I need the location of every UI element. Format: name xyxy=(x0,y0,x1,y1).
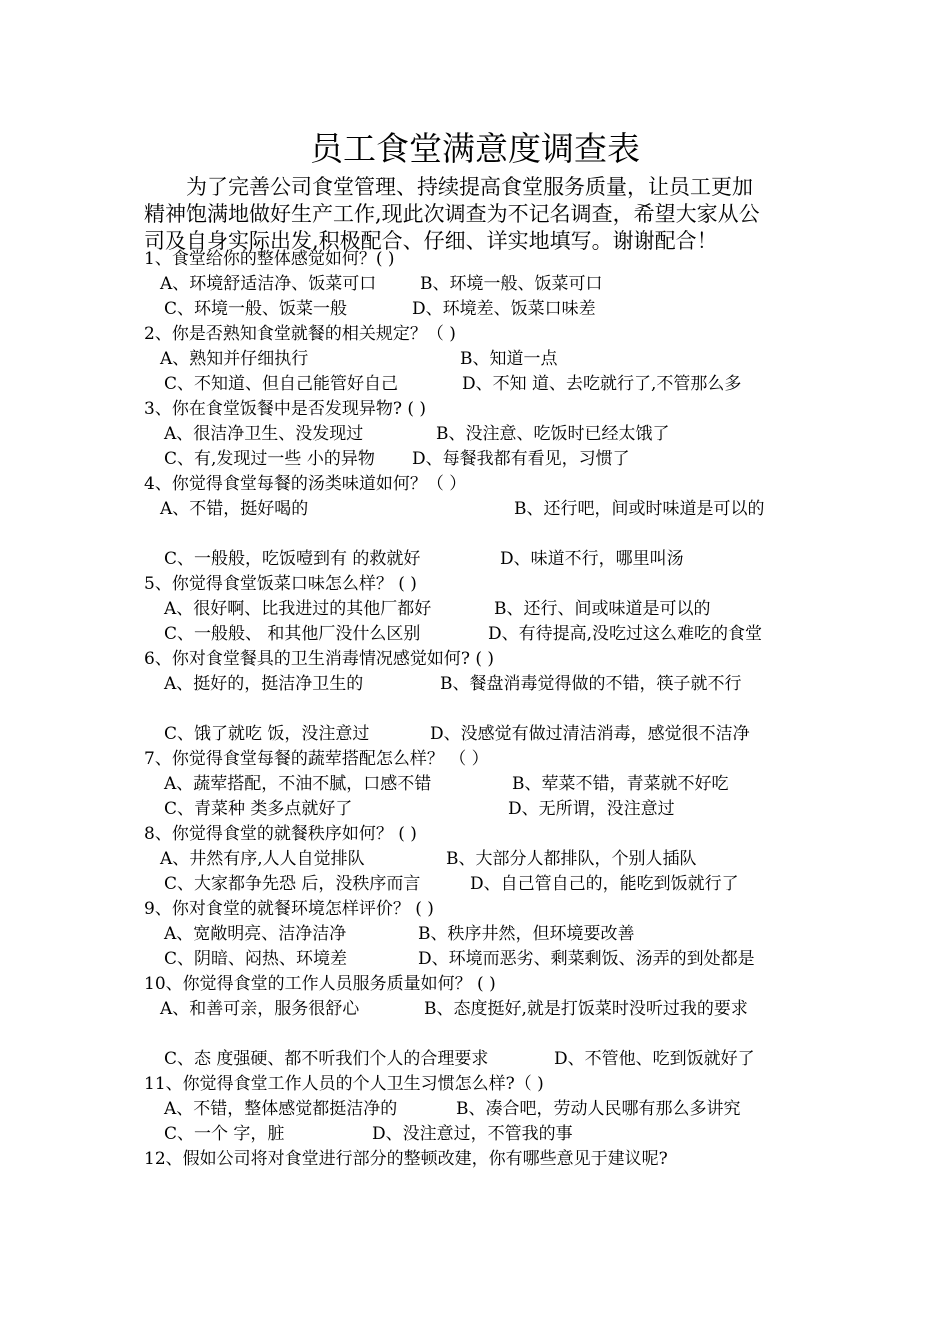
question-12: 12、假如公司将对食堂进行部分的整顿改建，你有哪些意见于建议呢? xyxy=(144,1149,668,1169)
question-4: 4、你觉得食堂每餐的汤类味道如何？（ ） xyxy=(144,474,467,494)
question-10: 10、你觉得食堂的工作人员服务质量如何？ ( ) xyxy=(144,974,496,994)
option: D、自己管自己的，能吃到饭就行了 xyxy=(470,874,739,894)
option: C、一般般、 和其他厂没什么区别 xyxy=(164,624,421,644)
option: B、餐盘消毒觉得做的不错，筷子就不行 xyxy=(440,674,742,694)
option: C、一般般，吃饭噎到有 的救就好 xyxy=(164,549,421,569)
option: C、不知道、但自己能管好自己 xyxy=(164,374,399,394)
option: D、环境而恶劣、剩菜剩饭、汤弄的到处都是 xyxy=(418,949,755,969)
question-11: 11、你觉得食堂工作人员的个人卫生习惯怎么样?（ ) xyxy=(144,1074,544,1094)
option: C、青菜种 类多点就好了 xyxy=(164,799,353,819)
option: C、阴暗、闷热、环境差 xyxy=(164,949,348,969)
option: A、宽敞明亮、洁净洁净 xyxy=(164,924,347,944)
option: A、不错，整体感觉都挺洁净的 xyxy=(164,1099,398,1119)
option: B、凑合吧，劳动人民哪有那么多讲究 xyxy=(456,1099,741,1119)
question-9: 9、你对食堂的就餐环境怎样评价？ ( ) xyxy=(144,899,434,919)
option: C、大家都争先恐 后，没秩序而言 xyxy=(164,874,421,894)
option: B、态度挺好,就是打饭菜时没听过我的要求 xyxy=(424,999,748,1019)
option: B、荤菜不错，青菜就不好吃 xyxy=(512,774,729,794)
option: D、不管他、吃到饭就好了 xyxy=(554,1049,755,1069)
option: B、知道一点 xyxy=(460,349,558,369)
option: C、饿了就吃 饭，没注意过 xyxy=(164,724,370,744)
option: A、不错，挺好喝的 xyxy=(160,499,309,519)
option: C、态 度强硬、都不听我们个人的合理要求 xyxy=(164,1049,489,1069)
option: A、很洁净卫生、没发现过 xyxy=(164,424,364,444)
option: D、环境差、饭菜口味差 xyxy=(412,299,596,319)
question-8: 8、你觉得食堂的就餐秩序如何？ ( ) xyxy=(144,824,417,844)
intro-paragraph xyxy=(144,174,814,255)
option: A、蔬荤搭配，不油不腻，口感不错 xyxy=(164,774,432,794)
question-1: 1、食堂给你的整体感觉如何？( ) xyxy=(144,249,395,269)
intro-line: 精神饱满地做好生产工作,现此次调查为不记名调查，希望大家从公 xyxy=(144,202,760,226)
option: D、没感觉有做过清洁消毒，感觉很不洁净 xyxy=(430,724,750,744)
option: D、无所谓，没注意过 xyxy=(508,799,675,819)
option: B、环境一般、饭菜可口 xyxy=(420,274,603,294)
option: A、挺好的，挺洁净卫生的 xyxy=(164,674,364,694)
question-5: 5、你觉得食堂饭菜口味怎么样？ ( ) xyxy=(144,574,417,594)
page-title: 员工食堂满意度调查表 xyxy=(310,129,640,168)
question-3: 3、你在食堂饭餐中是否发现异物? ( ) xyxy=(144,399,427,419)
option: C、环境一般、饭菜一般 xyxy=(164,299,348,319)
option: B、没注意、吃饭时已经太饿了 xyxy=(436,424,670,444)
option: C、有,发现过一些 小的异物 xyxy=(164,449,375,469)
option: A、和善可亲，服务很舒心 xyxy=(160,999,360,1019)
option: D、没注意过，不管我的事 xyxy=(372,1124,573,1144)
option: D、不知 道、去吃就行了,不管那么多 xyxy=(462,374,742,394)
question-2: 2、你是否熟知食堂就餐的相关规定？（ ) xyxy=(144,324,456,344)
question-7: 7、你觉得食堂每餐的蔬荤搭配怎么样？ （ ） xyxy=(144,749,489,769)
option: A、熟知并仔细执行 xyxy=(160,349,309,369)
option: B、还行吧，间或时味道是可以的 xyxy=(514,499,765,519)
question-6: 6、你对食堂餐具的卫生消毒情况感觉如何? ( ) xyxy=(144,649,495,669)
option: D、味道不行，哪里叫汤 xyxy=(500,549,684,569)
option: A、井然有序,人人自觉排队 xyxy=(160,849,365,869)
option: B、大部分人都排队，个别人插队 xyxy=(446,849,697,869)
option: B、秩序井然，但环境要改善 xyxy=(418,924,635,944)
option: D、有待提高,没吃过这么难吃的食堂 xyxy=(488,624,763,644)
option: A、很好啊、比我进过的其他厂都好 xyxy=(164,599,432,619)
intro-line: 为了完善公司食堂管理、持续提高食堂服务质量，让员工更加 xyxy=(186,175,753,199)
option: B、还行、间或味道是可以的 xyxy=(494,599,711,619)
option: A、环境舒适洁净、饭菜可口 xyxy=(160,274,377,294)
option: C、一个 字，脏 xyxy=(164,1124,285,1144)
intro-line: 司及自身实际出发,积极配合、仔细、详实地填写。谢谢配合！ xyxy=(144,229,718,253)
option: D、每餐我都有看见，习惯了 xyxy=(412,449,630,469)
